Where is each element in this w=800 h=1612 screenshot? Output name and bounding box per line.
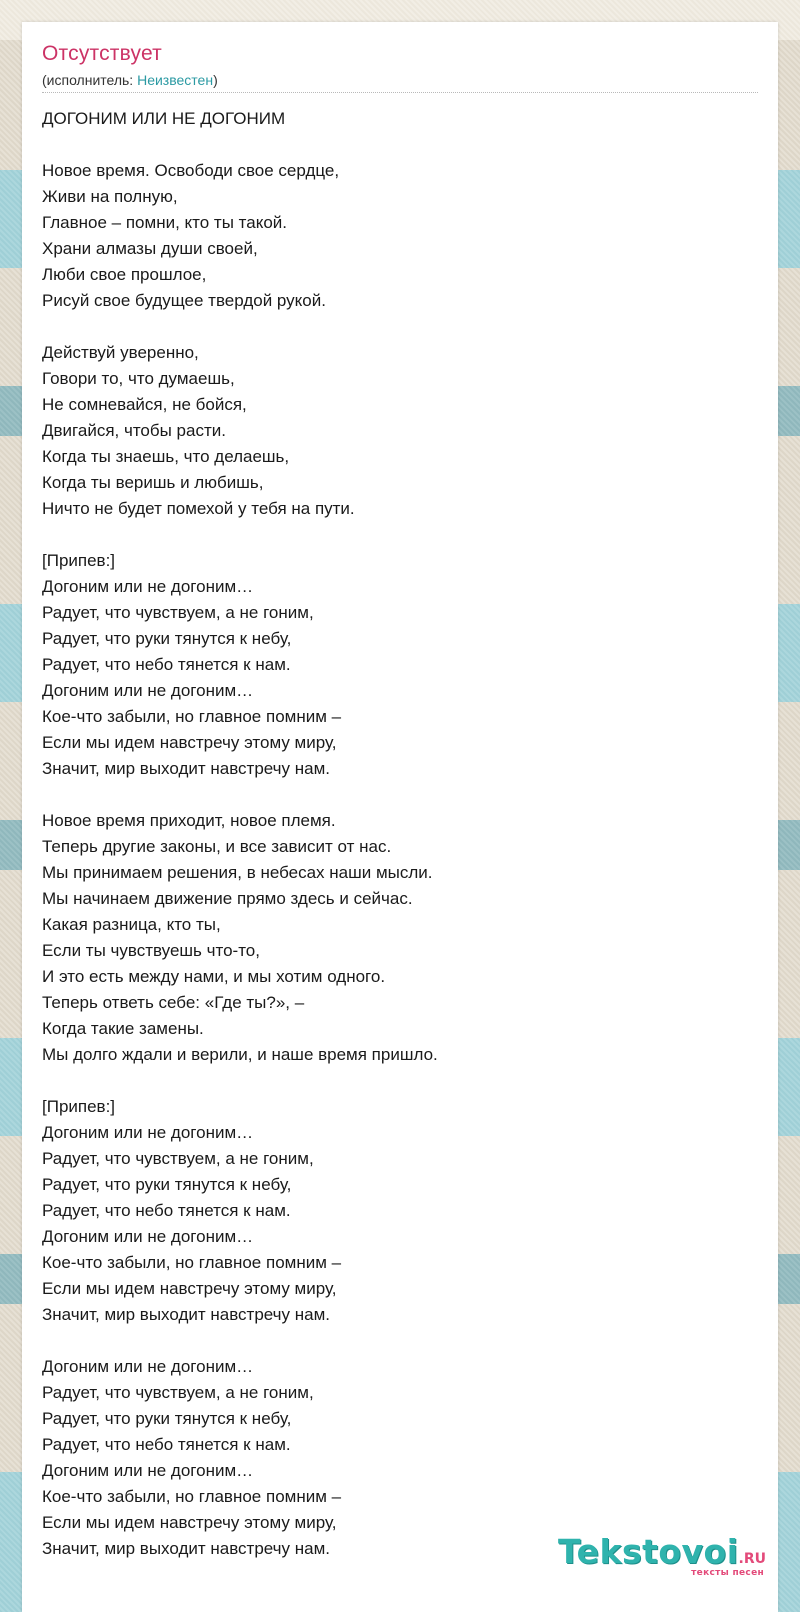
site-logo bbox=[557, 1532, 766, 1578]
lyrics-text: ДОГОНИМ ИЛИ НЕ ДОГОНИМ Новое время. Освободи свое сердце, Живи на полную, Главное – помни, кто ты такой. Храни алмазы души своей, Люби свое прошлое, Рисуй свое будущее твердой рукой. Действуй уверенно, Говори то, что думаешь, Не сомневайся, не бойся, Двигайся, чтобы расти. Когда ты знаешь, что делаешь, Когда ты веришь и любишь, Ничто не будет помехой у тебя на пути. [Припев:] Догоним или не догоним… Радует, что чувствуем, а не гоним, Радует, что руки тянутся к небу, Радует, что небо тянется к нам. Догоним или не догоним… Кое-что забыли, но главное помним – Если мы идем навстречу этому миру, Значит, мир выходит навстречу нам. Новое время приходит, новое племя. Теперь другие законы, и все зависит от нас. Мы принимаем решения, в небесах наши мысли. Мы начинаем движение прямо здесь и сейчас. Какая разница, кто ты, Если ты чувствуешь что-то, И это есть между нами, и мы хотим одного. Теперь ответь себе: «Где ты?», – Когда такие замены. Мы долго ждали и верили, и наше время пришло. [Припев:] Догоним или не догоним… Радует, что чувствуем, а не гоним, Радует, что руки тянутся к небу, Радует, что небо тянется к нам. Догоним или не догоним… Кое-что забыли, но главное помним – Если мы идем навстречу этому миру, Значит, мир выходит навстречу нам. Догоним или не догоним… Радует, что чувствуем, а не гоним, Радует, что руки тянутся к небу, Радует, что небо тянется к нам. Догоним или не догоним… Кое-что забыли, но главное помним – Если мы идем навстречу этому миру, Значит, мир выходит навстречу нам. bbox=[42, 109, 438, 1558]
divider bbox=[42, 92, 758, 93]
logo-brand: Tekstovoi bbox=[557, 1532, 739, 1571]
performer-link[interactable]: Неизвестен bbox=[137, 72, 214, 88]
logo-suffix: .RU bbox=[738, 1551, 766, 1567]
performer-prefix: (исполнитель: bbox=[42, 72, 138, 88]
performer-line bbox=[42, 72, 218, 88]
performer-suffix: ) bbox=[213, 72, 218, 88]
song-title: Отсутствует bbox=[42, 42, 162, 65]
lyrics-card bbox=[22, 22, 778, 1612]
logo-tagline: тексты песен bbox=[691, 1568, 764, 1578]
